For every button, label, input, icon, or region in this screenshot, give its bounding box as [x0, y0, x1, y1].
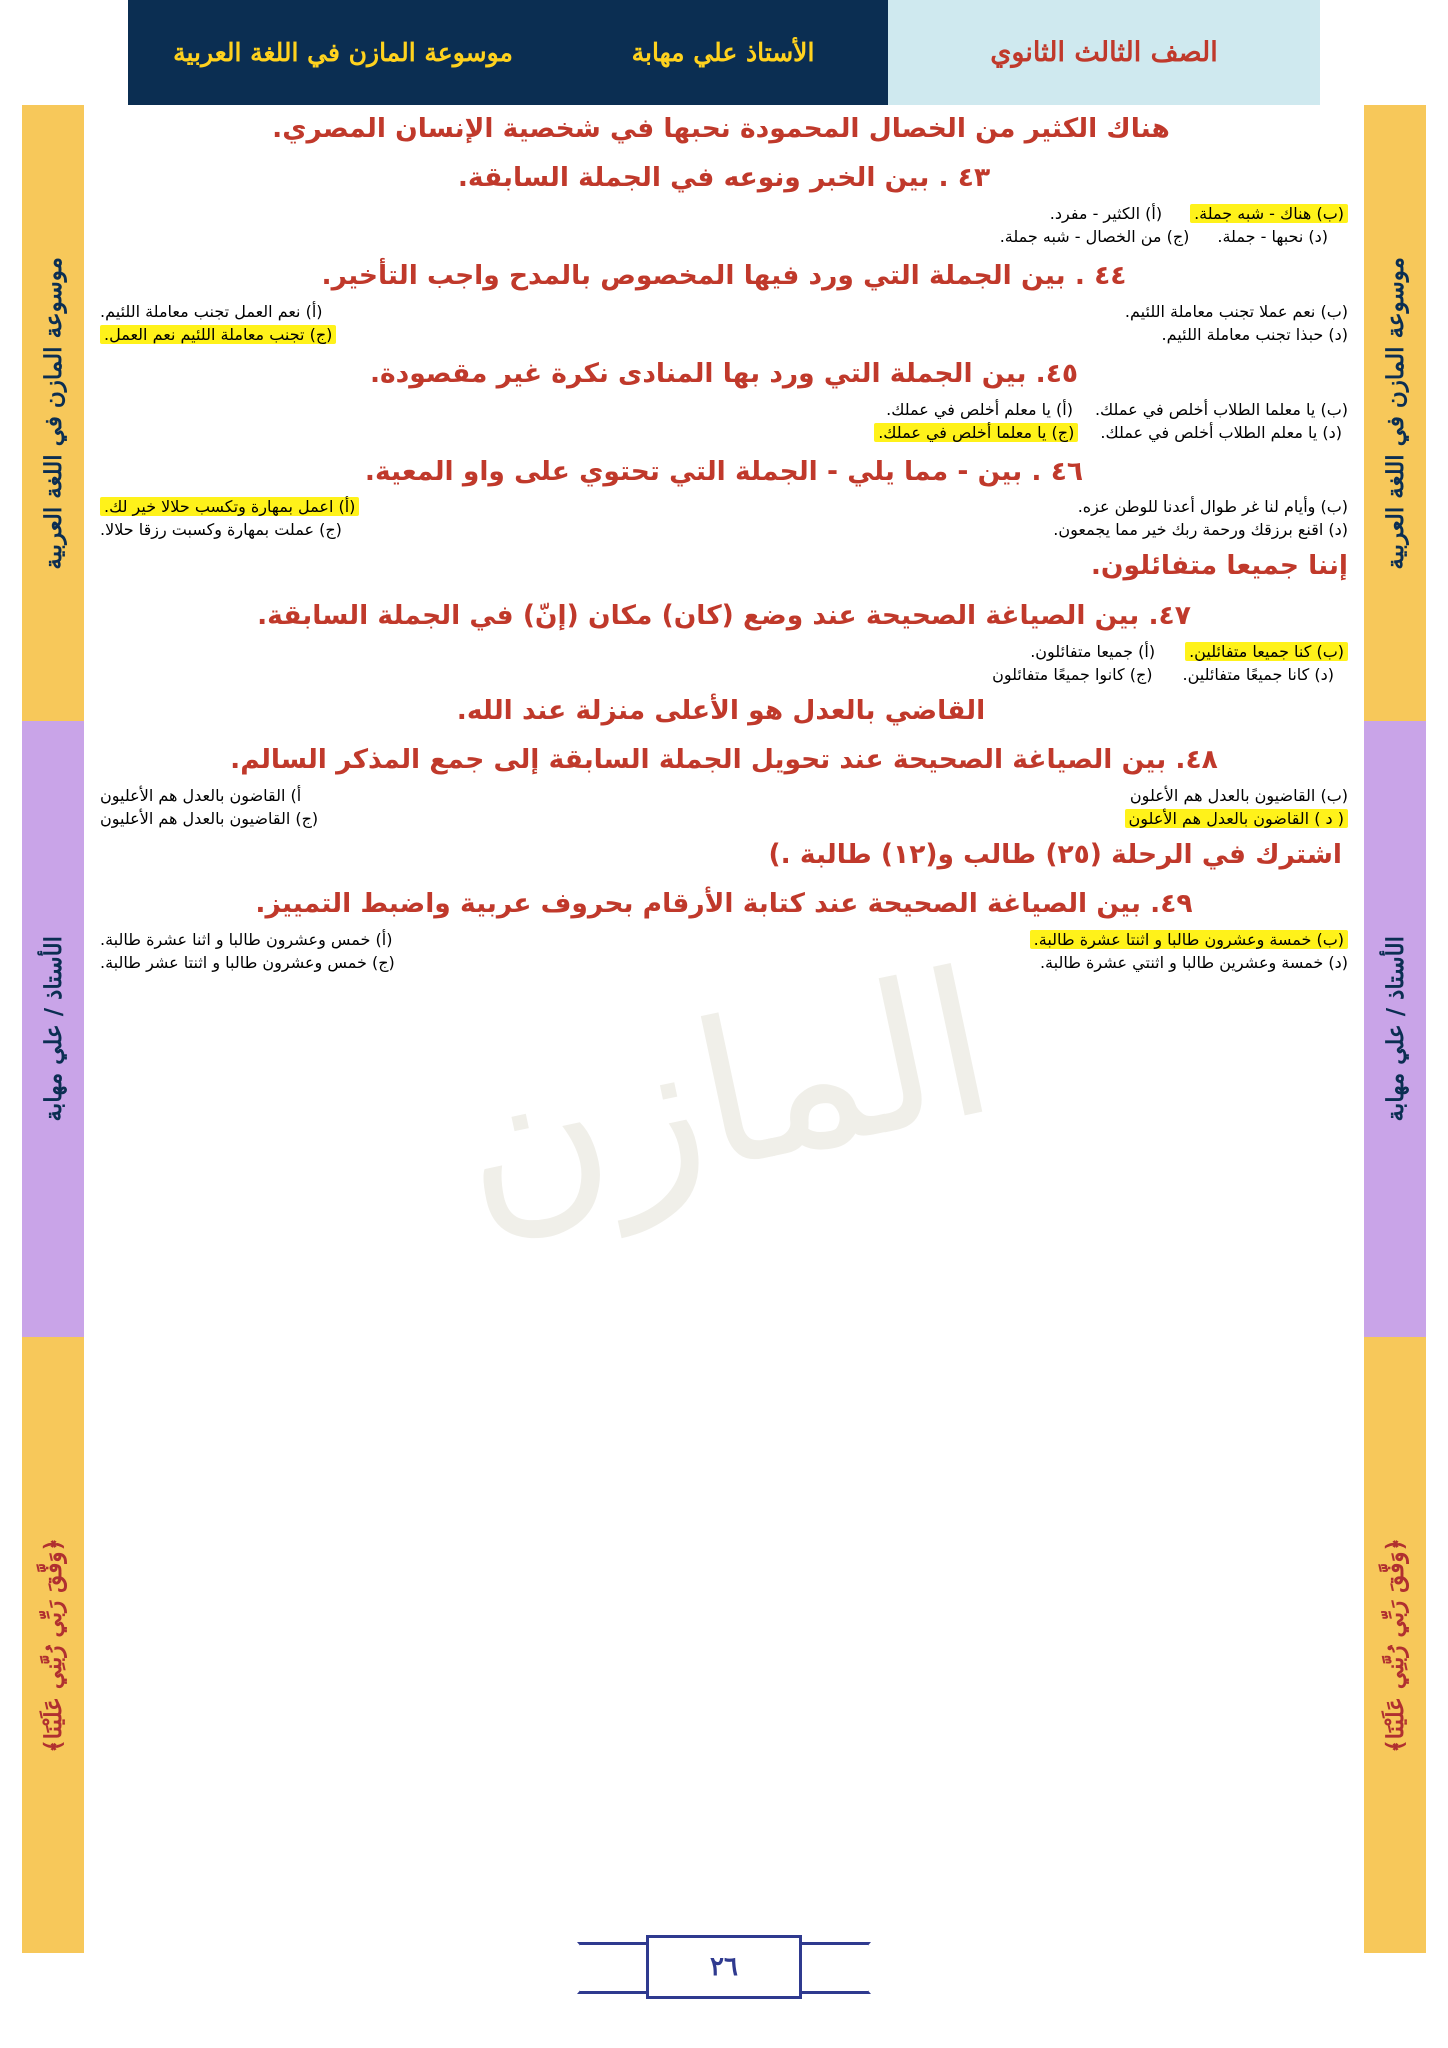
passage-stem-4: اشترك في الرحلة (٢٥) طالب و(١٢) طالبة .): [768, 838, 1342, 870]
question-43: [100, 158, 1348, 246]
question-48-option-c[interactable]: (ج) القاضيون بالعدل هم الأعليون: [100, 808, 319, 828]
question-45-option-a[interactable]: (أ) يا معلم أخلص في عملك.: [886, 399, 1073, 419]
question-46-option-d[interactable]: (د) اقنع برزقك ورحمة ربك خير مما يجمعون.: [1053, 520, 1348, 540]
question-44-text: ٤٤ . بين الجملة التي ورد فيها المخصوص بالمدح واجب التأخير.: [321, 260, 1127, 292]
question-47-option-a[interactable]: (أ) جميعا متفائلون.: [1030, 641, 1156, 661]
sidebar-segment-dua-right: ﴿وَفَّقَ رَبِّي رُبَّنِي عَلَيْنَا﴾: [1364, 1337, 1426, 1953]
question-46-option-b[interactable]: (ب) وأيام لنا غر طوال أعدنا للوطن عزه.: [1077, 497, 1348, 517]
question-45-text: ٤٥. بين الجملة التي ورد بها المنادى نكرة غير مقصودة.: [369, 357, 1079, 389]
sidebar-decoration-left: [22, 105, 84, 1953]
header-title-label: موسوعة المازن في اللغة العربية: [128, 0, 558, 105]
question-44-option-a[interactable]: (أ) نعم العمل تجنب معاملة اللئيم.: [100, 301, 323, 321]
question-44-option-d[interactable]: (د) حبذا تجنب معاملة اللئيم.: [1161, 324, 1348, 344]
question-47-option-d[interactable]: (د) كانا جميعًا متفائلين.: [1182, 664, 1334, 684]
sidebar-segment-title-right: موسوعة المازن في اللغة العربية: [1364, 105, 1426, 721]
header-class-label: الصف الثالث الثانوي: [888, 0, 1320, 105]
sidebar-segment-dua-left: ﴿وَفَّقَ رَبِّي رُبَّنِي عَلَيْنَا﴾: [22, 1337, 84, 1953]
question-45: [100, 354, 1348, 442]
question-47-option-c[interactable]: (ج) كانوا جميعًا متفائلون: [992, 664, 1153, 684]
question-46-text: ٤٦ . بين - مما يلي - الجملة التي تحتوي على واو المعية.: [364, 455, 1084, 487]
header-spacer-right: [1320, 0, 1448, 105]
question-49-text: ٤٩. بين الصياغة الصحيحة عند كتابة الأرقام بحروف عربية واضبط التمييز.: [255, 888, 1193, 920]
page-number: ٢٦: [710, 1952, 738, 1982]
question-44-option-c[interactable]: (ج) تجنب معاملة اللئيم نعم العمل.: [100, 325, 336, 344]
passage-stem-3: القاضي بالعدل هو الأعلى منزلة عند الله.: [456, 694, 986, 726]
question-48-option-b[interactable]: (ب) القاضيون بالعدل هم الأعلون: [1129, 785, 1348, 805]
question-49-option-a[interactable]: (أ) خمس وعشرون طالبا و اثنا عشرة طالبة.: [100, 929, 393, 949]
question-48-option-d[interactable]: ( د ) القاضون بالعدل هم الأعلون: [1125, 809, 1348, 828]
question-48: [100, 740, 1348, 828]
page-number-ribbon: [646, 1935, 802, 1999]
question-49: [100, 884, 1348, 972]
question-44: [100, 256, 1348, 344]
question-47-option-b[interactable]: (ب) كنا جميعا متفائلين.: [1185, 642, 1348, 661]
question-46-option-c[interactable]: (ج) عملت بمهارة وكسبت رزقا حلالا.: [100, 520, 342, 540]
question-49-option-d[interactable]: (د) خمسة وعشرين طالبا و اثنتي عشرة طالبة.: [1039, 952, 1348, 972]
question-46-option-a[interactable]: (أ) اعمل بمهارة وتكسب حلالا خير لك.: [100, 497, 359, 516]
question-47: [100, 596, 1348, 684]
page-footer: [0, 1924, 1448, 2010]
question-43-option-c[interactable]: (ج) من الخصال - شبه جملة.: [999, 227, 1190, 247]
sidebar-segment-title-left: موسوعة المازن في اللغة العربية: [22, 105, 84, 721]
header-spacer-left: [0, 0, 128, 105]
question-48-text: ٤٨. بين الصياغة الصحيحة عند تحويل الجملة السابقة إلى جمع المذكر السالم.: [230, 744, 1218, 776]
question-43-text: ٤٣ . بين الخبر ونوعه في الجملة السابقة.: [457, 162, 991, 194]
question-47-text: ٤٧. بين الصياغة الصحيحة عند وضع (كان) مكان (إنّ) في الجملة السابقة.: [257, 599, 1191, 631]
page-header: [0, 0, 1448, 105]
question-45-option-c[interactable]: (ج) يا معلما أخلص في عملك.: [874, 423, 1078, 442]
sidebar-segment-teacher-left: الأستاذ / علي مهابة: [22, 721, 84, 1337]
watermark: المازن: [437, 926, 1011, 1267]
question-48-option-a[interactable]: أ) القاضون بالعدل هم الأعليون: [100, 785, 302, 805]
question-49-option-b[interactable]: (ب) خمسة وعشرون طالبا و اثنتا عشرة طالبة.: [1030, 930, 1348, 949]
question-43-option-b[interactable]: (ب) هناك - شبه جملة.: [1190, 204, 1348, 223]
question-45-option-d[interactable]: (د) يا معلم الطلاب أخلص في عملك.: [1100, 422, 1342, 442]
header-teacher-label: الأستاذ علي مهابة: [558, 0, 888, 105]
question-43-option-d[interactable]: (د) نحبها - جملة.: [1217, 227, 1328, 247]
question-46: [100, 452, 1348, 540]
question-43-option-a[interactable]: (أ) الكثير - مفرد.: [1049, 204, 1163, 224]
exercise-content: [100, 110, 1348, 1900]
sidebar-decoration-right: [1364, 105, 1426, 1953]
question-49-option-c[interactable]: (ج) خمس وعشرون طالبا و اثنتا عشر طالبة.: [100, 952, 395, 972]
sidebar-segment-teacher-right: الأستاذ / علي مهابة: [1364, 721, 1426, 1337]
question-44-option-b[interactable]: (ب) نعم عملا تجنب معاملة اللئيم.: [1124, 301, 1348, 321]
passage-stem-2: إننا جميعا متفائلون.: [1090, 550, 1348, 582]
passage-stem-1: هناك الكثير من الخصال المحمودة نحبها في شخصية الإنسان المصري.: [272, 113, 1170, 144]
question-45-option-b[interactable]: (ب) يا معلما الطلاب أخلص في عملك.: [1094, 399, 1348, 419]
